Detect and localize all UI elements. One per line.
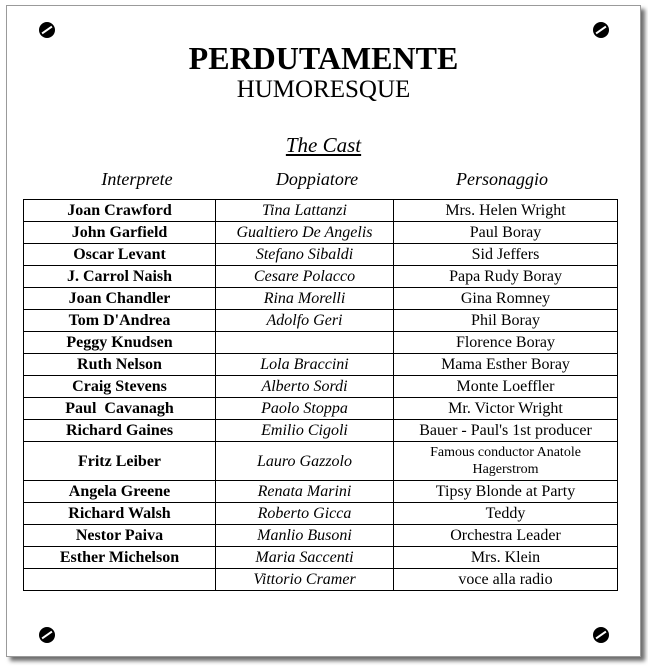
dubber-cell: Paolo Stoppa	[216, 398, 394, 420]
actor-cell: Richard Walsh	[24, 503, 216, 525]
dubber-cell: Adolfo Geri	[216, 310, 394, 332]
actor-cell: Angela Greene	[24, 481, 216, 503]
header-doppiatore: Doppiatore	[275, 169, 359, 189]
character-cell: Gina Romney	[394, 288, 618, 310]
cast-table	[23, 199, 618, 591]
table-row	[24, 376, 618, 398]
table-row	[24, 200, 618, 222]
table-row	[24, 547, 618, 569]
character-cell: voce alla radio	[394, 569, 618, 591]
actor-cell: Esther Michelson	[24, 547, 216, 569]
actor-cell: Peggy Knudsen	[24, 332, 216, 354]
table-row	[24, 525, 618, 547]
table-row	[24, 481, 618, 503]
character-cell: Famous conductor Anatole Hagerstrom	[394, 442, 618, 481]
actor-cell: Oscar Levant	[24, 244, 216, 266]
character-cell: Paul Boray	[394, 222, 618, 244]
dubber-cell: Tina Lattanzi	[216, 200, 394, 222]
dubber-cell: Gualtiero De Angelis	[216, 222, 394, 244]
dubber-cell: Maria Saccenti	[216, 547, 394, 569]
dubber-cell	[216, 332, 394, 354]
table-row	[24, 398, 618, 420]
character-cell: Monte Loeffler	[394, 376, 618, 398]
dubber-cell: Roberto Gicca	[216, 503, 394, 525]
character-cell: Mrs. Klein	[394, 547, 618, 569]
cast-plaque	[6, 5, 641, 657]
dubber-cell: Stefano Sibaldi	[216, 244, 394, 266]
dubber-cell: Lola Braccini	[216, 354, 394, 376]
character-cell: Papa Rudy Boray	[394, 266, 618, 288]
screw-icon	[39, 22, 55, 38]
original-title: HUMORESQUE	[236, 76, 411, 103]
table-row	[24, 222, 618, 244]
table-row	[24, 288, 618, 310]
screw-icon	[593, 22, 609, 38]
character-cell: Florence Boray	[394, 332, 618, 354]
dubber-cell: Lauro Gazzolo	[216, 442, 394, 481]
movie-title: PERDUTAMENTE	[188, 40, 459, 76]
character-cell: Teddy	[394, 503, 618, 525]
character-cell: Orchestra Leader	[394, 525, 618, 547]
actor-cell	[24, 569, 216, 591]
actor-cell: Joan Chandler	[24, 288, 216, 310]
character-cell: Mrs. Helen Wright	[394, 200, 618, 222]
table-row	[24, 332, 618, 354]
table-row	[24, 442, 618, 481]
table-row	[24, 503, 618, 525]
screw-icon	[593, 627, 609, 643]
character-cell: Phil Boray	[394, 310, 618, 332]
character-cell: Mr. Victor Wright	[394, 398, 618, 420]
table-row	[24, 354, 618, 376]
actor-cell: Craig Stevens	[24, 376, 216, 398]
actor-cell: Richard Gaines	[24, 420, 216, 442]
character-cell: Tipsy Blonde at Party	[394, 481, 618, 503]
character-cell: Sid Jeffers	[394, 244, 618, 266]
actor-cell: Ruth Nelson	[24, 354, 216, 376]
dubber-cell: Manlio Busoni	[216, 525, 394, 547]
cast-heading: The Cast	[285, 133, 362, 157]
dubber-cell: Alberto Sordi	[216, 376, 394, 398]
actor-cell: Tom D'Andrea	[24, 310, 216, 332]
header-interprete: Interprete	[101, 169, 173, 189]
actor-cell: John Garfield	[24, 222, 216, 244]
table-row	[24, 244, 618, 266]
dubber-cell: Vittorio Cramer	[216, 569, 394, 591]
character-cell: Mama Esther Boray	[394, 354, 618, 376]
actor-cell: Nestor Paiva	[24, 525, 216, 547]
header-personaggio: Personaggio	[456, 169, 548, 189]
actor-cell: Fritz Leiber	[24, 442, 216, 481]
actor-cell: Paul Cavanagh	[24, 398, 216, 420]
table-row	[24, 310, 618, 332]
dubber-cell: Renata Marini	[216, 481, 394, 503]
dubber-cell: Emilio Cigoli	[216, 420, 394, 442]
character-cell: Bauer - Paul's 1st producer	[394, 420, 618, 442]
dubber-cell: Rina Morelli	[216, 288, 394, 310]
actor-cell: Joan Crawford	[24, 200, 216, 222]
actor-cell: J. Carrol Naish	[24, 266, 216, 288]
screw-icon	[39, 627, 55, 643]
table-row	[24, 266, 618, 288]
table-row	[24, 420, 618, 442]
table-row	[24, 569, 618, 591]
dubber-cell: Cesare Polacco	[216, 266, 394, 288]
